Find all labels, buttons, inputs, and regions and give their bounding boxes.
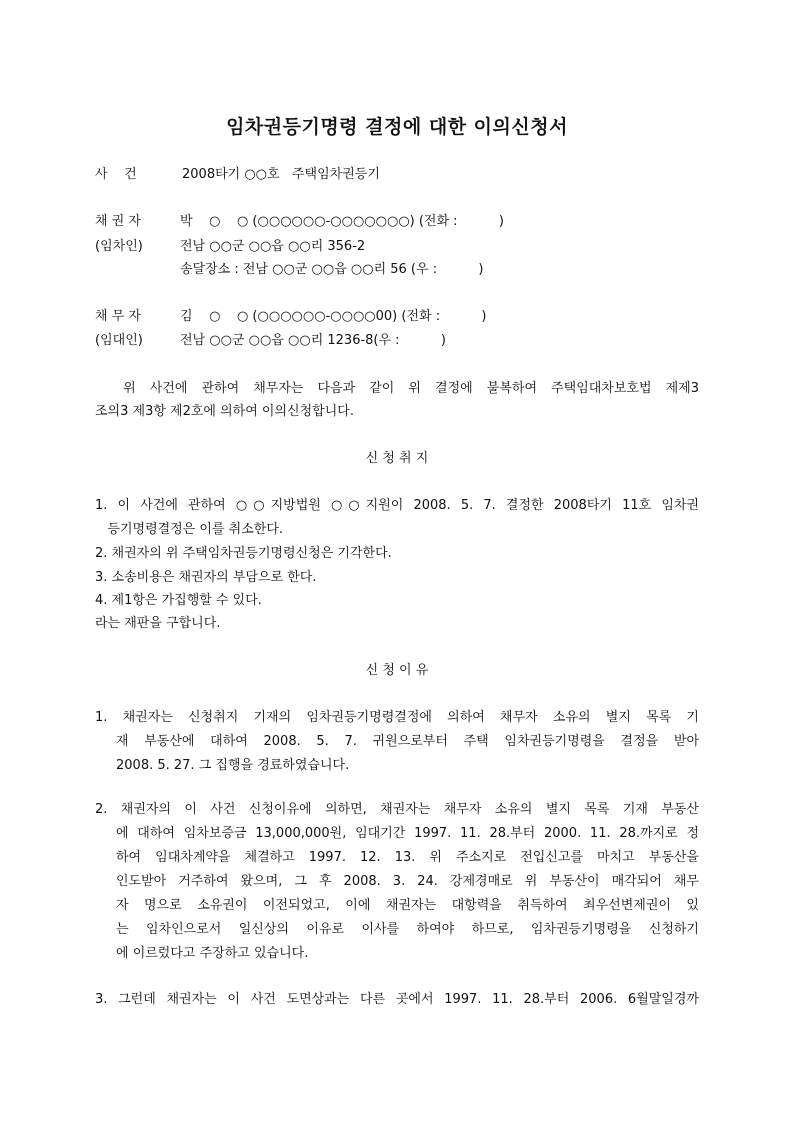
reason-3-line: 3. 그런데 채권자는 이 사건 도면상과는 다른 곳에서 1997. 11. 28.부터 2006. 6월말일경까 [95,992,699,1007]
intro-line: 위 사건에 관하여 채무자는 다음과 같이 위 결정에 불복하여 주택임대차보호법 제제3 [95,381,699,396]
case-value: 2008타기 ○○호 주택임차권등기 [182,167,380,182]
reason-1-line: 재 부동산에 대하여 2008. 5. 7. 귀원으로부터 주택 임차권등기명령을 결정을 받아 [116,734,699,749]
creditor-delivery-address: 송달장소 : 전남 ○○군 ○○읍 ○○리 56 (우 : ) [180,262,484,277]
reason-heading: 신 청 이 유 [365,663,429,678]
reason-2-line: 자 명으로 소유권이 이전되었고, 이에 채권자는 대항력을 취득하여 최우선변제권이 있 [116,898,699,913]
purpose-item: 2. 채권자의 위 주택임차권등기명령신청은 기각한다. [95,546,392,561]
creditor-role: (임차인) [95,239,143,254]
debtor-role: (임대인) [95,333,143,348]
creditor-label: 채 권 자 [95,214,141,229]
reason-2-line: 2. 채권자의 이 사건 신청이유에 의하면, 채권자는 채무자 소유의 별지 목록 기재 부동산 [95,802,699,817]
intro-line: 조의3 제3항 제2호에 의하여 이의신청합니다. [95,404,354,419]
reason-1-line: 1. 채권자는 신청취지 기재의 임차권등기명령결정에 의하여 채무자 소유의 별지 목록 기 [95,710,699,725]
creditor-address: 전남 ○○군 ○○읍 ○○리 356-2 [180,239,366,254]
reason-2-line: 에 대하여 임차보증금 13,000,000원, 임대기간 1997. 11. 28.부터 2000. 11. 28.까지로 정 [116,826,699,841]
purpose-item: 1. 이 사건에 관하여 ○○지방법원 ○○지원이 2008. 5. 7. 결정한 2008타기 11호 임차권 [95,498,699,513]
debtor-label: 채 무 자 [95,309,141,324]
creditor-name-line: 박 ○ ○ (○○○○○○-○○○○○○○) (전화 : ) [180,214,504,229]
reason-2-line: 는 임차인으로서 일신상의 이유로 이사를 하여야 하므로, 임차권등기명령을 신청하기 [116,922,699,937]
reason-2-line: 인도받아 거주하여 왔으며, 그 후 2008. 3. 24. 강제경매로 위 부동산이 매각되어 채무 [116,874,699,889]
document-title: 임차권등기명령 결정에 대한 이의신청서 [226,116,568,138]
reason-1-line: 2008. 5. 27. 그 집행을 경료하였습니다. [116,758,350,773]
debtor-name-line: 김 ○ ○ (○○○○○○-○○○○00) (전화 : ) [180,309,487,324]
purpose-item: 3. 소송비용은 채권자의 부담으로 한다. [95,570,317,585]
purpose-heading: 신 청 취 지 [365,451,429,466]
case-label: 사 건 [95,167,137,182]
debtor-address: 전남 ○○군 ○○읍 ○○리 1236-8(우 : ) [180,333,446,348]
reason-2-line: 에 이르렀다고 주장하고 있습니다. [116,946,309,961]
purpose-item: 4. 제1항은 가집행할 수 있다. [95,593,262,608]
purpose-closing: 라는 재판을 구합니다. [95,616,221,631]
reason-2-line: 하여 임대차계약을 체결하고 1997. 12. 13. 위 주소지로 전입신고를 마치고 부동산을 [116,850,699,865]
purpose-item: 등기명령결정은 이를 취소한다. [95,522,284,537]
